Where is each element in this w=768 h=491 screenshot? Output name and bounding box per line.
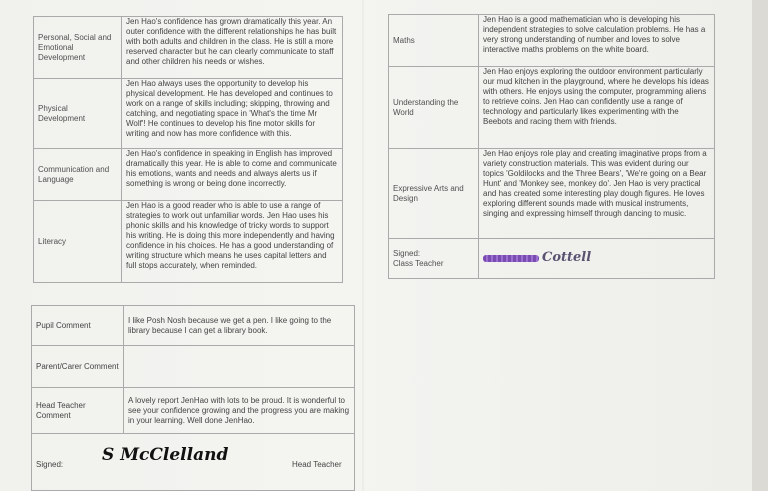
background-surface — [752, 0, 768, 491]
area-label: Literacy — [34, 201, 122, 283]
area-description: Jen Hao's confidence in speaking in English has improved dramatically this year. He is able to come and communicate his emotions, wants and needs and always alerts us if something is wrong or being done incorrectly. — [122, 149, 343, 201]
pupil-comment-text: I like Posh Nosh because we get a pen. I like going to the library because I can get a library book. — [124, 306, 355, 346]
class-teacher-sign-row — [389, 239, 715, 279]
area-label: Physical Development — [34, 79, 122, 149]
signed-label: Signed: — [36, 460, 64, 469]
head-teacher-sign-wrap — [36, 434, 350, 490]
area-description: Jen Hao is a good mathematician who is developing his independent strategies to solve calculation problems. He has a very strong understanding of number and loves to solve interactive maths problems on the white board. — [479, 15, 715, 67]
class-teacher-sign-label — [389, 239, 479, 279]
comments-table — [31, 305, 355, 491]
area-description: Jen Hao enjoys exploring the outdoor environment particularly our mud kitchen in the playground, where he develops his ideas with others. He enjoys using the computer, programming aliens to retrieve coins. Jen Hao can confidently use a range of technology and particularly likes experimenting with the Beebots and racing them with friends. — [479, 67, 715, 149]
signature-scribble — [483, 255, 539, 262]
area-label: Maths — [389, 15, 479, 67]
table-row — [389, 67, 715, 149]
table-row — [32, 388, 355, 434]
table-row — [34, 149, 343, 201]
signed-label: Signed: — [393, 248, 421, 258]
class-teacher-signature: Cottell — [542, 250, 592, 265]
comment-label: Head Teacher Comment — [32, 388, 124, 434]
head-teacher-sign-row — [32, 434, 355, 491]
class-teacher-signature-cell — [479, 239, 715, 279]
head-teacher-sign-cell — [32, 434, 355, 491]
table-row — [32, 306, 355, 346]
parent-comment-text — [124, 346, 355, 388]
comment-label: Pupil Comment — [32, 306, 124, 346]
area-description: Jen Hao is a good reader who is able to use a range of strategies to work out unfamiliar words. Jen Hao uses his phonic skills and his knowledge of tricky words to support his writing. He is doing this more independently and having confidence in his choices. He has a good understanding of writing structure which means he uses capital letters and full stops accurately, when reminded. — [122, 201, 343, 283]
learning-areas-table-right — [388, 14, 715, 279]
learning-areas-table-left — [33, 16, 343, 283]
area-label: Personal, Social and Emotional Development — [34, 17, 122, 79]
area-description: Jen Hao always uses the opportunity to develop his physical development. He has developed and continues to work on a range of skills including; skipping, throwing and catching, and negotiating space in 'What's the time Mr Wolf'! He continues to develop his fine motor skills for writing and now has more confidence with this. — [122, 79, 343, 149]
table-row — [389, 15, 715, 67]
head-teacher-label: Head Teacher — [292, 460, 342, 469]
area-label: Expressive Arts and Design — [389, 149, 479, 239]
table-row — [34, 79, 343, 149]
area-label: Understanding the World — [389, 67, 479, 149]
head-teacher-comment-text: A lovely report JenHao with lots to be proud. It is wonderful to see your confidence growing and the progress you are making in your learning. Well done JenHao. — [124, 388, 355, 434]
table-row — [32, 346, 355, 388]
area-description: Jen Hao enjoys role play and creating imaginative props from a variety construction materials. This was evident during our topics 'Goldilocks and the Three Bears', 'We're going on a Bear Hunt' and 'Monkey see, monkey do'. Jen Hao is very practical and has created some interesting play dough figures. He loves exploring different sounds made with musical instruments, singing and expressing himself through dancing to music. — [479, 149, 715, 239]
comment-label: Parent/Carer Comment — [32, 346, 124, 388]
area-description: Jen Hao's confidence has grown dramatically this year. An outer confidence with the different relationships he has built with both adults and children in the class. He is still a more reserved character but he can clearly communicate to staff and other children his needs or wishes. — [122, 17, 343, 79]
table-row — [389, 149, 715, 239]
head-teacher-signature: S McClelland — [102, 445, 229, 465]
class-teacher-label: Class Teacher — [393, 258, 444, 268]
table-row — [34, 201, 343, 283]
area-label: Communication and Language — [34, 149, 122, 201]
table-row — [34, 17, 343, 79]
page-fold-shadow — [362, 0, 364, 491]
